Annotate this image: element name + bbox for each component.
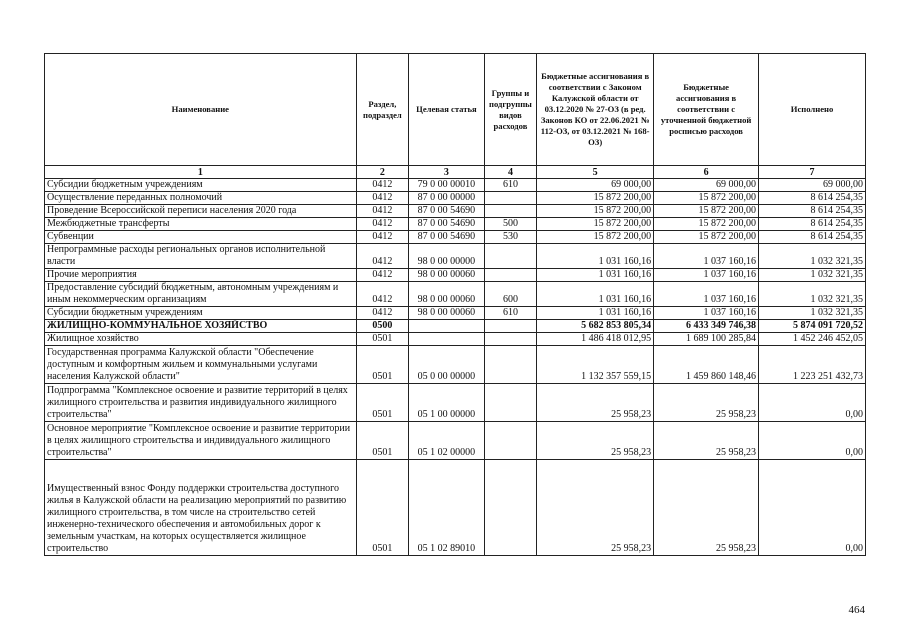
row-section: 0412 [356,218,408,231]
header-budget-refined: Бюджетные ассигнования в соответствии с уточненной бюджетной росписью расходов [654,54,759,166]
header-section: Раздел, подраздел [356,54,408,166]
row-section: 0501 [356,333,408,346]
row-executed: 1 032 321,35 [759,244,866,269]
row-name: ЖИЛИЩНО-КОММУНАЛЬНОЕ ХОЗЯЙСТВО [45,320,357,333]
table-row [45,205,866,218]
row-law: 1 031 160,16 [537,244,654,269]
row-refined: 15 872 200,00 [654,205,759,218]
row-executed: 0,00 [759,422,866,460]
row-group [484,422,536,460]
row-law: 1 132 357 559,15 [537,346,654,384]
row-section: 0412 [356,282,408,307]
row-law: 25 958,23 [537,460,654,556]
row-law: 15 872 200,00 [537,231,654,244]
row-name: Государственная программа Калужской области "Обеспечение доступным и комфортным жильем и коммунальными услугами населения Калужской области" [45,346,357,384]
row-section: 0412 [356,192,408,205]
row-group: 600 [484,282,536,307]
row-group [484,192,536,205]
table-row [45,231,866,244]
row-target: 98 0 00 00060 [409,269,485,282]
row-section: 0412 [356,269,408,282]
column-number: 4 [484,166,536,179]
table-row [45,460,866,556]
row-section: 0412 [356,307,408,320]
row-law: 1 486 418 012,95 [537,333,654,346]
row-target: 05 1 02 89010 [409,460,485,556]
header-name: Наименование [45,54,357,166]
row-target: 05 0 00 00000 [409,346,485,384]
page-number: 464 [848,604,865,616]
table-row [45,320,866,333]
row-target: 05 1 00 00000 [409,384,485,422]
row-section: 0412 [356,231,408,244]
row-executed: 0,00 [759,384,866,422]
row-section: 0501 [356,460,408,556]
row-law: 15 872 200,00 [537,192,654,205]
row-executed: 8 614 254,35 [759,205,866,218]
row-group [484,205,536,218]
row-law: 1 031 160,16 [537,307,654,320]
row-name: Проведение Всероссийской переписи населения 2020 года [45,205,357,218]
row-refined: 15 872 200,00 [654,192,759,205]
row-group [484,320,536,333]
column-number: 7 [759,166,866,179]
row-group [484,244,536,269]
row-target: 87 0 00 54690 [409,205,485,218]
column-number-row [45,166,866,179]
row-name: Непрограммные расходы региональных органов исполнительной власти [45,244,357,269]
row-group: 530 [484,231,536,244]
row-executed: 69 000,00 [759,179,866,192]
row-group: 500 [484,218,536,231]
row-name: Субсидии бюджетным учреждениям [45,179,357,192]
row-refined: 25 958,23 [654,384,759,422]
row-group [484,346,536,384]
column-number: 5 [537,166,654,179]
row-section: 0412 [356,205,408,218]
row-refined: 1 037 160,16 [654,269,759,282]
table-row [45,244,866,269]
row-refined: 25 958,23 [654,460,759,556]
header-executed: Исполнено [759,54,866,166]
row-section: 0500 [356,320,408,333]
row-law: 25 958,23 [537,384,654,422]
row-law: 1 031 160,16 [537,282,654,307]
row-refined: 6 433 349 746,38 [654,320,759,333]
row-executed: 8 614 254,35 [759,218,866,231]
table-row [45,384,866,422]
row-section: 0501 [356,422,408,460]
row-target: 98 0 00 00060 [409,282,485,307]
row-executed: 8 614 254,35 [759,231,866,244]
row-name: Основное мероприятие "Комплексное освоение и развитие территории в целях жилищного строительства и индивидуального жилищного строительства" [45,422,357,460]
row-refined: 25 958,23 [654,422,759,460]
row-target: 05 1 02 00000 [409,422,485,460]
column-number: 1 [45,166,357,179]
table-row [45,269,866,282]
table-row [45,422,866,460]
row-target: 98 0 00 00000 [409,244,485,269]
row-group [484,333,536,346]
table-row [45,307,866,320]
row-group [484,269,536,282]
row-group: 610 [484,179,536,192]
header-groups: Группы и подгруппы видов расходов [484,54,536,166]
table-row [45,333,866,346]
row-target [409,333,485,346]
row-refined: 1 037 160,16 [654,282,759,307]
row-section: 0501 [356,346,408,384]
row-refined: 15 872 200,00 [654,231,759,244]
row-refined: 1 459 860 148,46 [654,346,759,384]
row-group [484,460,536,556]
table-row [45,218,866,231]
header-target: Целевая статья [409,54,485,166]
row-section: 0501 [356,384,408,422]
row-executed: 5 874 091 720,52 [759,320,866,333]
row-executed: 8 614 254,35 [759,192,866,205]
row-refined: 15 872 200,00 [654,218,759,231]
table-row [45,346,866,384]
row-group: 610 [484,307,536,320]
row-name: Межбюджетные трансферты [45,218,357,231]
row-law: 69 000,00 [537,179,654,192]
row-target: 98 0 00 00060 [409,307,485,320]
row-target [409,320,485,333]
table-row [45,179,866,192]
row-law: 5 682 853 805,34 [537,320,654,333]
row-section: 0412 [356,179,408,192]
row-executed: 1 032 321,35 [759,282,866,307]
row-target: 79 0 00 00010 [409,179,485,192]
row-executed: 1 452 246 452,05 [759,333,866,346]
row-section: 0412 [356,244,408,269]
row-target: 87 0 00 00000 [409,192,485,205]
row-executed: 1 032 321,35 [759,269,866,282]
row-name: Прочие мероприятия [45,269,357,282]
budget-table [44,53,866,556]
header-budget-law: Бюджетные ассигнования в соответствии с Законом Калужской области от 03.12.2020 № 27-ОЗ (в ред. Законов КО от 22.06.2021 № 112-ОЗ, от 03.12.2021 № 168-ОЗ) [537,54,654,166]
row-name: Имущественный взнос Фонду поддержки строительства доступного жилья в Калужской области на реализацию мероприятий по развитию жилищного строительства, в том числе на строительство сетей инженерно-технического обеспечения и автомобильных дорог к земельным участкам, на которых осуществляется жилищное строительство [45,460,357,556]
row-name: Подпрограмма "Комплексное освоение и развитие территорий в целях жилищного строительства и развития индивидуального жилищного строительства" [45,384,357,422]
column-number: 2 [356,166,408,179]
row-executed: 1 032 321,35 [759,307,866,320]
row-name: Субсидии бюджетным учреждениям [45,307,357,320]
row-refined: 69 000,00 [654,179,759,192]
row-executed: 1 223 251 432,73 [759,346,866,384]
row-name: Субвенции [45,231,357,244]
row-target: 87 0 00 54690 [409,218,485,231]
row-law: 25 958,23 [537,422,654,460]
row-law: 15 872 200,00 [537,218,654,231]
row-executed: 0,00 [759,460,866,556]
row-name: Жилищное хозяйство [45,333,357,346]
row-name: Осуществление переданных полномочий [45,192,357,205]
row-refined: 1 689 100 285,84 [654,333,759,346]
table-header-row [45,54,866,166]
row-law: 1 031 160,16 [537,269,654,282]
table-row [45,282,866,307]
row-target: 87 0 00 54690 [409,231,485,244]
column-number: 3 [409,166,485,179]
column-number: 6 [654,166,759,179]
row-refined: 1 037 160,16 [654,307,759,320]
row-name: Предоставление субсидий бюджетным, автономным учреждениям и иным некоммерческим организациям [45,282,357,307]
table-row [45,192,866,205]
row-refined: 1 037 160,16 [654,244,759,269]
row-group [484,384,536,422]
row-law: 15 872 200,00 [537,205,654,218]
